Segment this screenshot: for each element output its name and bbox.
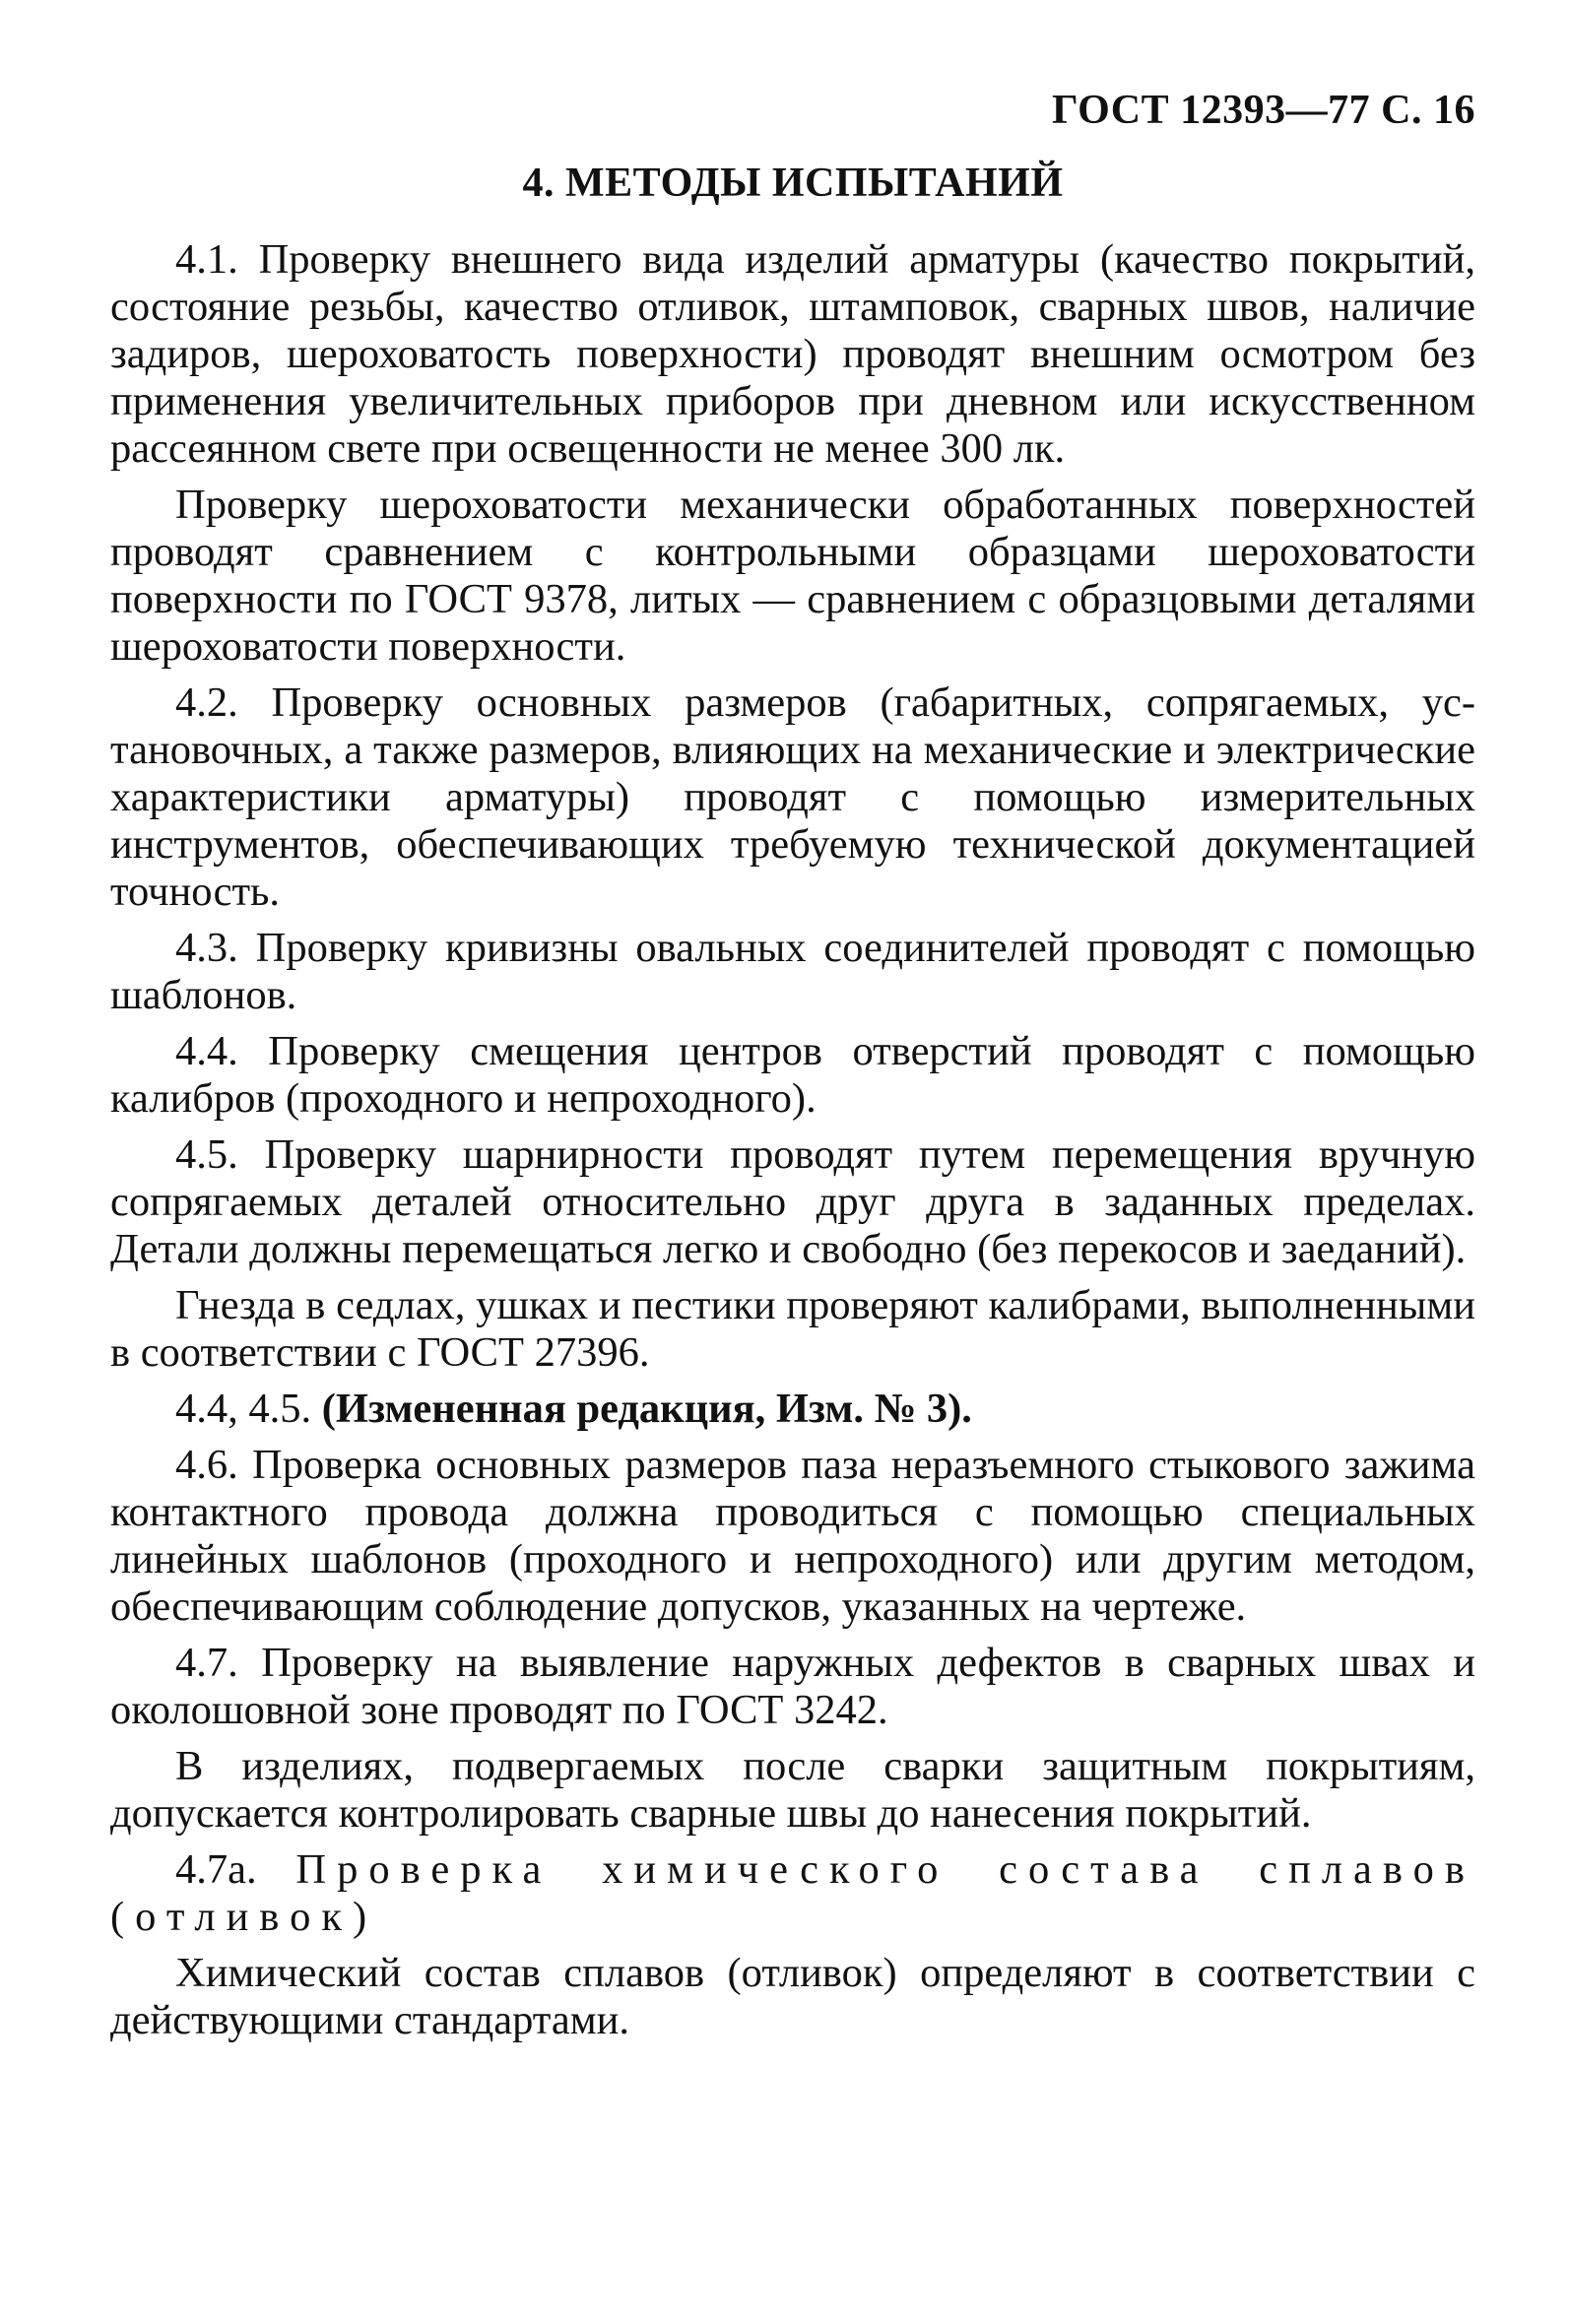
paragraph-4-4: 4.4. Проверку смещения центров отверстий проводят с помощью калибров (проходного и непроходного).	[110, 1028, 1475, 1122]
paragraph-4-7: 4.7. Проверку на выявление наружных дефектов в сварных швах и околошовной зоне проводят по ГОСТ 3242.	[110, 1640, 1475, 1733]
amendment-note: (Измененная редакция, Изм. № 3).	[321, 1386, 972, 1432]
paragraph-4-1: 4.1. Проверку внешнего вида изделий арматуры (качество покрытий, состояние резьбы, качество отливок, штамповок, сварных швов, наличие задиров, шероховатость поверхности) проводят внешним осмотром без применения увеличительных приборов при дневном или искусственном рассеянном свете при освещенности не менее 300 лк.	[110, 236, 1475, 472]
paragraph-4-2: 4.2. Проверку основных размеров (габаритных, сопрягаемых, установочных, а также размеров, влияющих на механические и электрические характеристики арматуры) проводят с помощью измерительных инструментов, обеспечивающих требуемую технической документацией точность.	[110, 679, 1475, 915]
paragraph-4-7a-number: 4.7а.	[175, 1846, 257, 1893]
paragraph-4-7a	[110, 1846, 1475, 1941]
paragraph-4-7-welds: В изделиях, подвергаемых после сварки защитным покрытиям, допускается контролировать сварные швы до нанесения покрытий.	[110, 1743, 1475, 1837]
paragraph-amendment	[110, 1386, 1475, 1433]
paragraph-4-5: 4.5. Проверку шарнирности проводят путем перемещения вручную сопрягаемых деталей относительно друг друга в заданных пределах. Детали должны перемещаться легко и свободно (без перекосов и заеданий).	[110, 1131, 1475, 1272]
paragraph-4-5-sockets: Гнезда в седлах, ушках и пестики проверяют калибрами, выполненными в соответствии с ГОСТ 27396.	[110, 1282, 1475, 1376]
document-page	[110, 85, 1475, 2053]
paragraph-4-3: 4.3. Проверку кривизны овальных соединителей проводят с помощью шаблонов.	[110, 925, 1475, 1018]
paragraph-4-7a-title: Проверка химического состава сплавов (отливок)	[110, 1846, 1475, 1940]
running-head: ГОСТ 12393—77 С. 16	[1051, 88, 1475, 133]
paragraph-4-1-roughness: Проверку шероховатости механически обработанных поверхностей проводят сравнением с контрольными образцами шероховатости поверхности по ГОСТ 9378, литых — сравнением с образцовыми деталями шероховатости поверхности.	[110, 482, 1475, 670]
paragraph-4-6: 4.6. Проверка основных размеров паза неразъемного стыкового зажима контактного провода должна проводиться с помощью специальных линейных шаблонов (проходного и непроходного) или другим методом, обеспечивающим соблюдение допусков, указанных на чертеже.	[110, 1442, 1475, 1630]
amendment-ref: 4.4, 4.5.	[175, 1386, 312, 1432]
paragraph-4-7a-body: Химический состав сплавов (отливок) определяют в соответствии с действующими стандартами.	[110, 1950, 1475, 2043]
section-title: 4. МЕТОДЫ ИСПЫТАНИЙ	[522, 161, 1064, 206]
